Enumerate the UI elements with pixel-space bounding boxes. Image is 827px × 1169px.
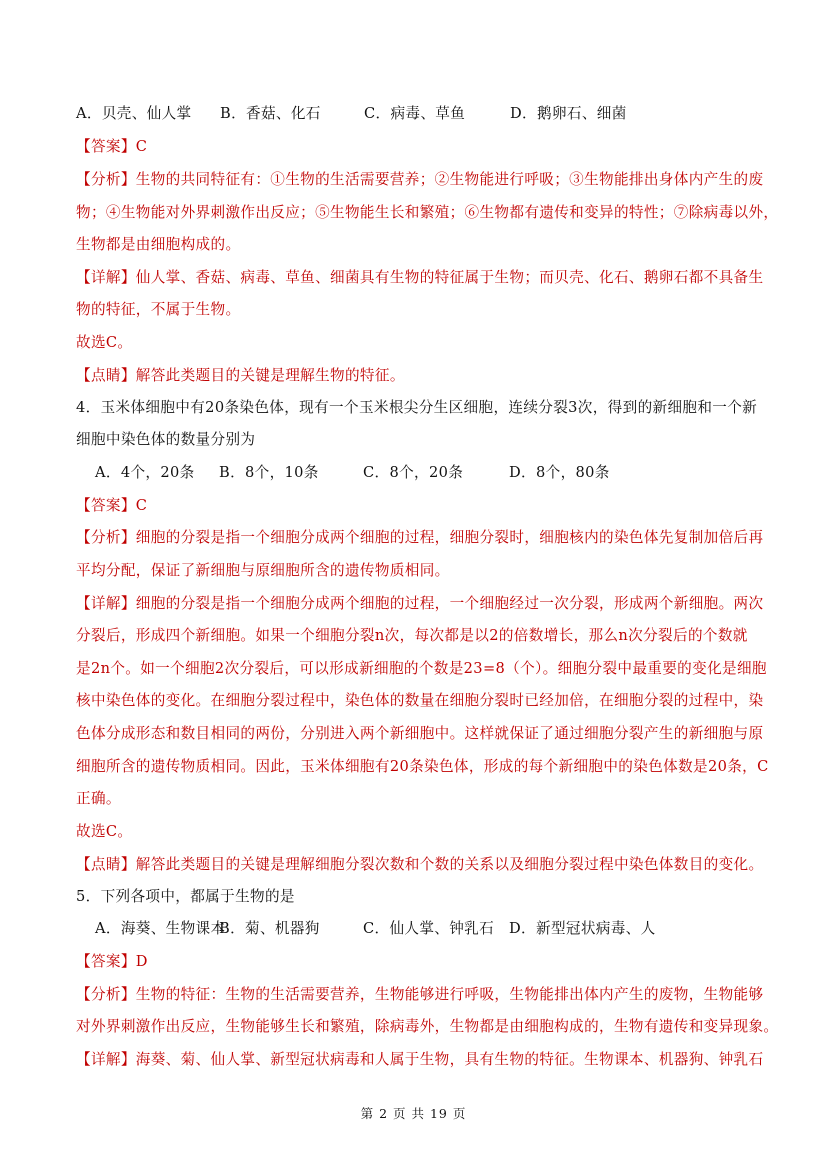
q3-answer: 【答案】C [76, 138, 148, 155]
q3-option-b: B．香菇、化石 [220, 105, 321, 122]
q3-option-a: A．贝壳、仙人掌 [76, 105, 192, 122]
q4-stem-line-2: 细胞中染色体的数量分别为 [76, 431, 256, 448]
q4-option-c: C．8个，20条 [363, 464, 464, 481]
q4-analysis-line-2: 平均分配，保证了新细胞与原细胞所含的遗传物质相同。 [76, 562, 450, 579]
q4-answer: 【答案】C [76, 497, 148, 514]
q4-options [95, 463, 610, 483]
q3-analysis-line-1: 【分析】生物的共同特征有：①生物的生活需要营养；②生物能进行呼吸；③生物能排出身体内产生的废 [76, 171, 764, 188]
q3-comment: 【点睛】解答此类题目的关键是理解生物的特征。 [76, 367, 405, 384]
q5-analysis-line-1: 【分析】生物的特征：生物的生活需要营养，生物能够进行呼吸，生物能排出体内产生的废物，生物能够 [76, 986, 764, 1003]
q4-detail-line-5: 色体分成形态和数目相同的两份，分别进入两个新细胞中。这样就保证了通过细胞分裂产生的新细胞与原 [76, 725, 764, 742]
q4-option-a: A．4个，20条 [95, 464, 195, 481]
q4-option-d: D．8个，80条 [509, 464, 610, 481]
q5-option-a: A．海葵、生物课本 [95, 920, 226, 937]
q4-detail-line-7: 正确。 [76, 790, 121, 807]
q3-analysis-line-2: 物；④生物能对外界刺激作出反应；⑤生物能生长和繁殖；⑥生物都有遗传和变异的特性；⑦除病毒以外， [76, 204, 779, 221]
q4-comment: 【点睛】解答此类题目的关键是理解细胞分裂次数和个数的关系以及细胞分裂过程中染色体数目的变化。 [76, 856, 764, 873]
q4-choice: 故选C。 [76, 823, 133, 840]
q3-detail-line-1: 【详解】仙人掌、香菇、病毒、草鱼、细菌具有生物的特征属于生物；而贝壳、化石、鹅卵石都不具备生 [76, 269, 764, 286]
q4-detail-line-3: 是2n个。如一个细胞2次分裂后，可以形成新细胞的个数是23=8（个）。细胞分裂中最重要的变化是细胞 [76, 660, 767, 677]
q4-detail-line-2: 分裂后，形成四个新细胞。如果一个细胞分裂n次，每次都是以2的倍数增长，那么n次分裂后的个数就 [76, 627, 748, 644]
q5-stem: 5．下列各项中，都属于生物的是 [76, 888, 295, 905]
q5-detail-line-1: 【详解】海葵、菊、仙人掌、新型冠状病毒和人属于生物，具有生物的特征。生物课本、机器狗、钟乳石 [76, 1051, 764, 1068]
q4-stem-line-1: 4．玉米体细胞中有20条染色体，现有一个玉米根尖分生区细胞，连续分裂3次，得到的新细胞和一个新 [76, 399, 758, 416]
q3-option-c: C．病毒、草鱼 [364, 105, 466, 122]
q5-options [95, 919, 656, 939]
q4-option-b: B．8个，10条 [219, 464, 319, 481]
q4-detail-line-1: 【详解】细胞的分裂是指一个细胞分成两个细胞的过程，一个细胞经过一次分裂，形成两个新细胞。两次 [76, 595, 764, 612]
page-footer: 第 2 页 共 19 页 [360, 1106, 467, 1121]
q5-option-d: D．新型冠状病毒、人 [509, 920, 656, 937]
q4-detail-line-6: 细胞所含的遗传物质相同。因此，玉米体细胞有20条染色体，形成的每个新细胞中的染色体数是20条，C [76, 758, 769, 775]
q4-analysis-line-1: 【分析】细胞的分裂是指一个细胞分成两个细胞的过程，细胞分裂时，细胞核内的染色体先复制加倍后再 [76, 529, 764, 546]
q5-answer: 【答案】D [76, 953, 148, 970]
q3-option-d: D．鹅卵石、细菌 [510, 105, 627, 122]
q3-choice: 故选C。 [76, 334, 133, 351]
q3-analysis-line-3: 生物都是由细胞构成的。 [76, 236, 241, 253]
q5-option-c: C．仙人掌、钟乳石 [363, 920, 495, 937]
q3-detail-line-2: 物的特征，不属于生物。 [76, 301, 241, 318]
q3-options [76, 104, 627, 124]
q5-option-b: B．菊、机器狗 [219, 920, 320, 937]
q4-detail-line-4: 核中染色体的变化。在细胞分裂过程中，染色体的数量在细胞分裂时已经加倍，在细胞分裂的过程中，染 [76, 692, 764, 709]
q5-analysis-line-2: 对外界刺激作出反应，生物能够生长和繁殖，除病毒外，生物都是由细胞构成的，生物有遗传和变异现象。 [76, 1018, 779, 1035]
